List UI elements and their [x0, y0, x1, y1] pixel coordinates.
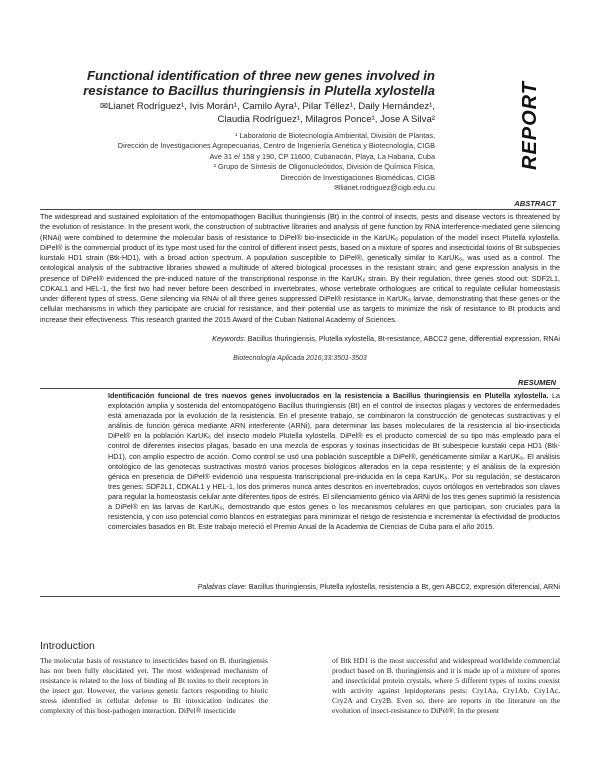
title-part1: Functional identification of three new genes involved in: [86, 68, 435, 83]
affiliation-line: Dirección de Investigaciones Biomédicas, CIGB: [280, 172, 435, 182]
keywords: [40, 334, 560, 344]
corresponding-email[interactable]: ✉lianet.rodriguez@cigb.edu.cu: [334, 183, 435, 193]
abstract-divider: [40, 209, 560, 210]
affiliations: [60, 131, 435, 193]
keywords-label: Keywords: [212, 334, 244, 343]
resumen-body: [108, 391, 560, 532]
authors-line-2: Claudia Rodríguez¹, Milagros Ponce¹, Jose A Silva²: [217, 114, 435, 125]
affiliation-line: Ave 31 e/ 158 y 190, CP 11600, Cubanacán, Playa, La Habana, Cuba: [209, 151, 435, 161]
resumen-title: Identificación funcional de tres nuevos genes involucrados en la resistencia a Bacillus thuringiensis en Plutella xylostella.: [108, 391, 549, 400]
title-part2a: resistance to: [83, 83, 169, 98]
affiliation-line: ¹ Laboratorio de Biotecnología Ambiental, División de Plantas,: [235, 131, 435, 140]
authors-line-1: ✉Lianet Rodríguez¹, Ivis Morán¹, Camilo Ayra¹, Pilar Téllez¹, Daily Hernández¹,: [99, 101, 435, 112]
article-title: [70, 68, 435, 98]
report-label: REPORT: [519, 81, 541, 170]
abstract-text: The widespread and sustained exploitation of the entomopathogen Bacillus thuringiensis (Bt) in the control of insects, pests and disease vectors is threatened by the evolution of resistance. In the present work, the construction of subtractive libraries and analysis of gene function by RNA interference-mediated gene silencing (RNAi) were combined to determine the molecular basis of resistance to DiPel® bio-insecticide in the KarUK₆ population of the model insect Plutella xylostella. DiPel® is the commercial product of its type most used for the control of different insect pests, based on a mixture of spores and insecticidal toxins of Bt subspecies kurstaki HD1 strain (Btk-HD1), with a broad action spectrum. A population susceptible to DiPel®, genetically similar to KarUK₆, was used as a control. The ontological analysis of the subtractive libraries showed a multitude of altered biological processes in the resistant strain; and gene expression analysis in the presence of DiPel® evidenced the pre-induced nature of the transcriptional response in the KarUK₆ strain. By their regulation, three genes stood out: SDF2L1, CDKAL1 and HEL-1, the first two had never before been described in invertebrates, whose vertebrate orthologues are critical to regulate cellular homeostasis under different types of stress. Gene silencing via RNAi of all three genes suppressed DiPel® resistance in KarUK₆ larvae, demonstrating that these genes or the cellular mechanisms in which they participate are crucial for resistance, and their potential use as targets to minimize the risk of resistance to Bt products and increase their effectiveness. This research granted the 2015 Award of the Cuban National Academy of Sciences.: [40, 212, 560, 324]
abstract-heading: ABSTRACT: [514, 199, 556, 208]
resumen-text: La explotación amplia y sostenida del entomopatógeno Bacillus thuringiensis (Bt) en el control de insectos plagas y vectores de enfermedades está amenazada por la evolución de la resistencia. En el presente trabajo, se combinaron la construcción de genotecas sustractivas y el análisis de función génica mediante ARN interferente (ARNi), para determinar las bases moleculares de la resistencia al bio-insecticida DiPel® en la población KarUK₆ del insecto modelo Plutella xylostella. DiPel® es el producto comercial de su tipo más empleado para el control de diferentes insectos plagas, basado en una mezcla de esporas y toxinas insecticidas de Bt subespecie kurstaki cepa HD1 (Btk-HD1), con amplio espectro de acción. Como control se usó una población susceptible a DiPel®, genéticamente similar a KarUK₆. El análisis ontológico de las genotecas sustractivas mostró varios procesos biológicos alterados en la cepa resistente; y el análisis de la expresión génica en presencia de DiPel® evidenció una respuesta transcripcional pre-inducida en la cepa KarUK₆. Por su regulación, se destacaron tres genes: SDF2L1, CDKAL1 y HEL-1, los dos primeros nunca antes descritos en invertebrados, cuyos ortólogos en vertebrados son claves para regular la homeostasis celular ante diferentes tipos de estrés. El silenciamiento génico vía ARNi de los tres genes suprimió la resistencia a DiPel® en las larvas de KarUK₆, demostrando que estos genes o los mecanismos celulares en que participan, son cruciales para la resistencia, y con uso potencial como blancos en estrategias para minimizar el riesgo de resistencia e incrementar la efectividad de productos comerciales basados en Bt. Este trabajo mereció el Premio Anual de la Academia de Ciencias de Cuba para el año 2015.: [108, 391, 560, 532]
palabras-clave-label: Palabras clave: [197, 582, 245, 591]
title-species2: Plutella xylostella: [324, 83, 435, 98]
resumen-divider: [40, 388, 560, 389]
palabras-clave: [108, 582, 560, 592]
affiliation-line: ² Grupo de Síntesis de Oligonucleótidos, División de Química Física,: [213, 162, 435, 172]
section-divider: [40, 596, 560, 597]
author-list: [60, 100, 435, 126]
title-part2b: in: [305, 83, 325, 98]
palabras-clave-list: : Bacillus thuringiensis, Plutella xylostella, resistencia a Bt, gen ABCC2, expresión diferencial, ARNi: [244, 582, 560, 591]
affiliation-line: Dirección de Investigaciones Agropecuarias, Centro de Ingeniería Genética y Biotecnología, CIGB: [117, 141, 435, 151]
introduction-column-left: The molecular basis of resistance to insecticides based on B. thuringiensis has not been fully elucidated yet. The most widespread mechanism of resistance is related to the loss of binding of Bt toxins to their receptors in the insect gut. However, the various genetic factors responding to biotic stress identified in cellular defense to Bt intoxication indicates the complexity of this host-pathogen interaction. DiPel® insecticide: [40, 656, 268, 716]
title-species1: Bacillus thuringiensis: [168, 83, 306, 98]
keywords-list: : Bacillus thuringiensis, Plutella xylostella, Bt-resistance, ABCC2 gene, differential expression, RNAi: [243, 334, 560, 343]
resumen-heading: RESUMEN: [518, 378, 556, 387]
introduction-column-right: of Btk HD1 is the most successful and widespread worldwide commercial product based on B. thuringiensis and it is made up of a mixture of spores and insecticidal protein crystals, where 5 different types of toxins coexist with activity against lepidopterans pests: Cry1Aa, Cry1Ab, Cry1Ac, Cry2A and Cry2B. Even so, there are reports in the literature on the evolution of insect-resistance to DiPel®. In the present: [332, 656, 560, 716]
journal-citation: Biotecnología Aplicada 2016;33:3501-3503: [233, 355, 367, 362]
introduction-heading: Introduction: [40, 640, 95, 652]
